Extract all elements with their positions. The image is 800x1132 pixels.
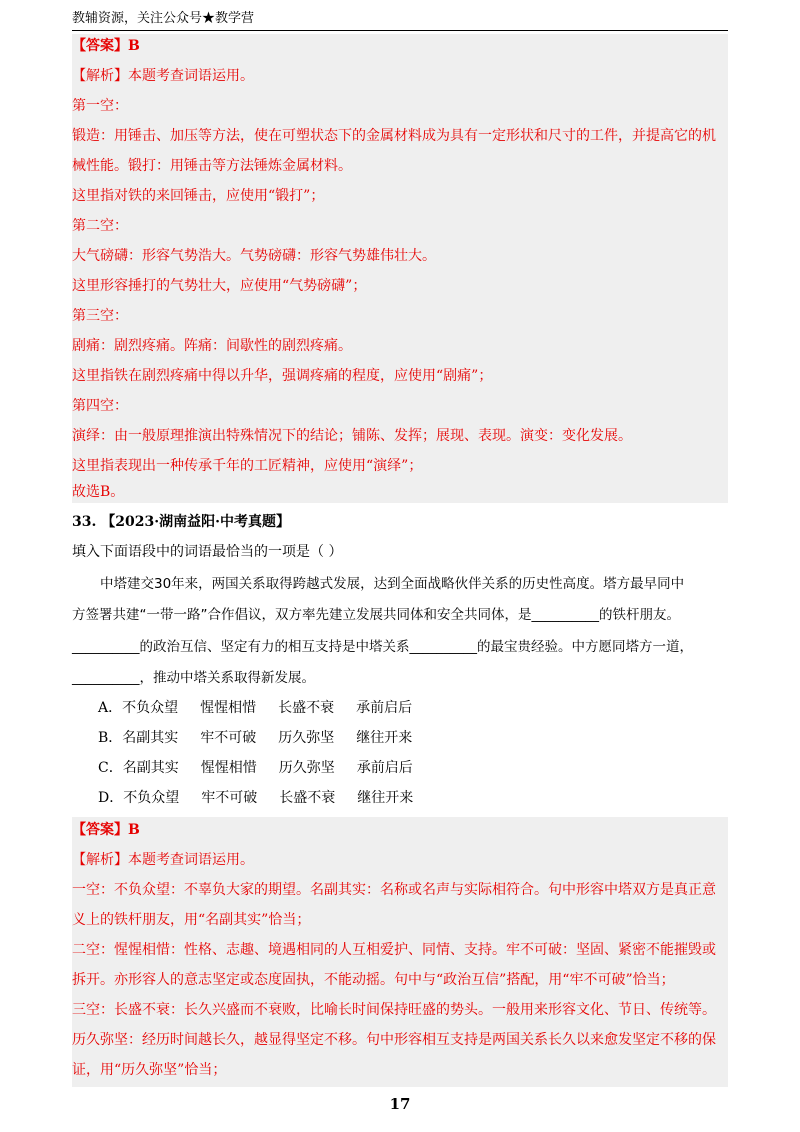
option-b [98,728,434,748]
analysis-text: 第四空： [72,398,128,414]
option-word: 长盛不衰 [279,790,336,806]
question-source: 【2023·湖南益阳·中考真题】 [101,514,290,530]
option-a [98,698,434,718]
answer-block-2 [72,817,728,1087]
analysis-text: 大气磅礴：形容气势浩大。气势磅礴：形容气势雄伟壮大。 [72,248,436,264]
option-d [98,788,435,808]
option-label: D． [98,790,124,806]
option-word: 继往开来 [357,790,414,806]
analysis-text: 拆开。亦形容人的意志坚定或态度固执，不能动摇。句中与“政治互信”搭配，用“牢不可破”恰当； [72,972,675,988]
option-word: 不负众望 [123,790,180,806]
answer-tag: 【答案】 [72,822,128,838]
analysis-line [72,850,728,870]
page-number: 17 [389,1095,411,1113]
option-word: 牢不可破 [201,790,258,806]
analysis-text: 这里形容捶打的气势壮大，应使用“气势磅礴”； [72,278,367,294]
analysis-text: 故选B。 [72,484,125,500]
analysis-text: 二空：惺惺相惜：性格、志趣、境遇相同的人互相爱护、同情、支持。牢不可破：坚固、紧密不能摧毁或 [72,942,716,958]
option-word: 承前启后 [356,700,413,716]
analysis-text: 这里指对铁的来回锤击，应使用“锻打”； [72,188,325,204]
analysis-text: 第三空： [72,308,128,324]
question-header [72,512,728,532]
option-label: A． [98,700,123,716]
option-word: 惺惺相惜 [200,700,257,716]
option-label: C． [98,760,123,776]
analysis-text: 锻造：用锤击、加压等方法，使在可塑状态下的金属材料成为具有一定形状和尺寸的工件，并提高它的机 [72,128,716,144]
analysis-text: 义上的铁杆朋友，用“名副其实”恰当； [72,912,311,928]
analysis-text: 这里指铁在剧烈疼痛中得以升华，强调疼痛的程度，应使用“剧痛”； [72,368,493,384]
answer-line [72,36,728,56]
analysis-text: 剧痛：剧烈疼痛。阵痛：间歇性的剧烈疼痛。 [72,338,352,354]
question-prompt: 填入下面语段中的词语最恰当的一项是（ ） [72,544,343,560]
analysis-text: 证，用“历久弥坚”恰当； [72,1062,227,1078]
option-label: B． [98,730,123,746]
answer-value: B [128,822,140,838]
analysis-text: 三空：长盛不衰：长久兴盛而不衰败，比喻长时间保持旺盛的势头。一般用来形容文化、节日、传统等。 [72,1002,716,1018]
question-number: 33. [72,514,97,530]
option-word: 名副其实 [122,760,179,776]
passage-line: __________，推动中塔关系取得新发展。 [72,670,315,686]
page-header [72,10,728,31]
option-word: 历久弥坚 [278,730,335,746]
option-word: 承前启后 [356,760,413,776]
analysis-text: 械性能。锻打：用锤击等方法锤炼金属材料。 [72,158,352,174]
option-word: 继往开来 [356,730,413,746]
analysis-text: 第二空： [72,218,128,234]
option-word: 惺惺相惜 [200,760,257,776]
answer-value: B [128,38,140,54]
passage-line: __________的政治互信、坚定有力的相互支持是中塔关系__________的最宝贵经验。中方愿同塔方一道， [72,639,693,655]
analysis-label: 【解析】本题考查词语运用。 [72,68,254,84]
passage-line: 方签署共建“一带一路”合作倡议，双方率先建立发展共同体和安全共同体，是__________的铁杆朋友。 [72,607,680,623]
option-c [98,758,435,778]
answer-block-1 [72,34,728,503]
analysis-text: 历久弥坚：经历时间越长久，越显得坚定不移。句中形容相互支持是两国关系长久以来愈发坚定不移的保 [72,1032,716,1048]
header-text: 教辅资源，关注公众号★教学营 [72,11,255,26]
option-word: 长盛不衰 [278,700,335,716]
option-word: 历久弥坚 [278,760,335,776]
analysis-text: 一空：不负众望：不辜负大家的期望。名副其实：名称或名声与实际相符合。句中形容中塔双方是真正意 [72,882,716,898]
analysis-line [72,66,728,86]
answer-line [72,820,728,840]
answer-tag: 【答案】 [72,38,128,54]
analysis-text: 这里指表现出一种传承千年的工匠精神，应使用“演绎”； [72,458,423,474]
analysis-text: 第一空： [72,98,128,114]
analysis-label: 【解析】本题考查词语运用。 [72,852,254,868]
option-word: 名副其实 [122,730,179,746]
option-word: 不负众望 [122,700,179,716]
analysis-text: 演绎：由一般原理推演出特殊情况下的结论；铺陈、发挥；展现、表现。演变：变化发展。 [72,428,632,444]
passage-line: 中塔建交30年来，两国关系取得跨越式发展，达到全面战略伙伴关系的历史性高度。塔方最早同中 [100,576,685,592]
option-word: 牢不可破 [200,730,257,746]
